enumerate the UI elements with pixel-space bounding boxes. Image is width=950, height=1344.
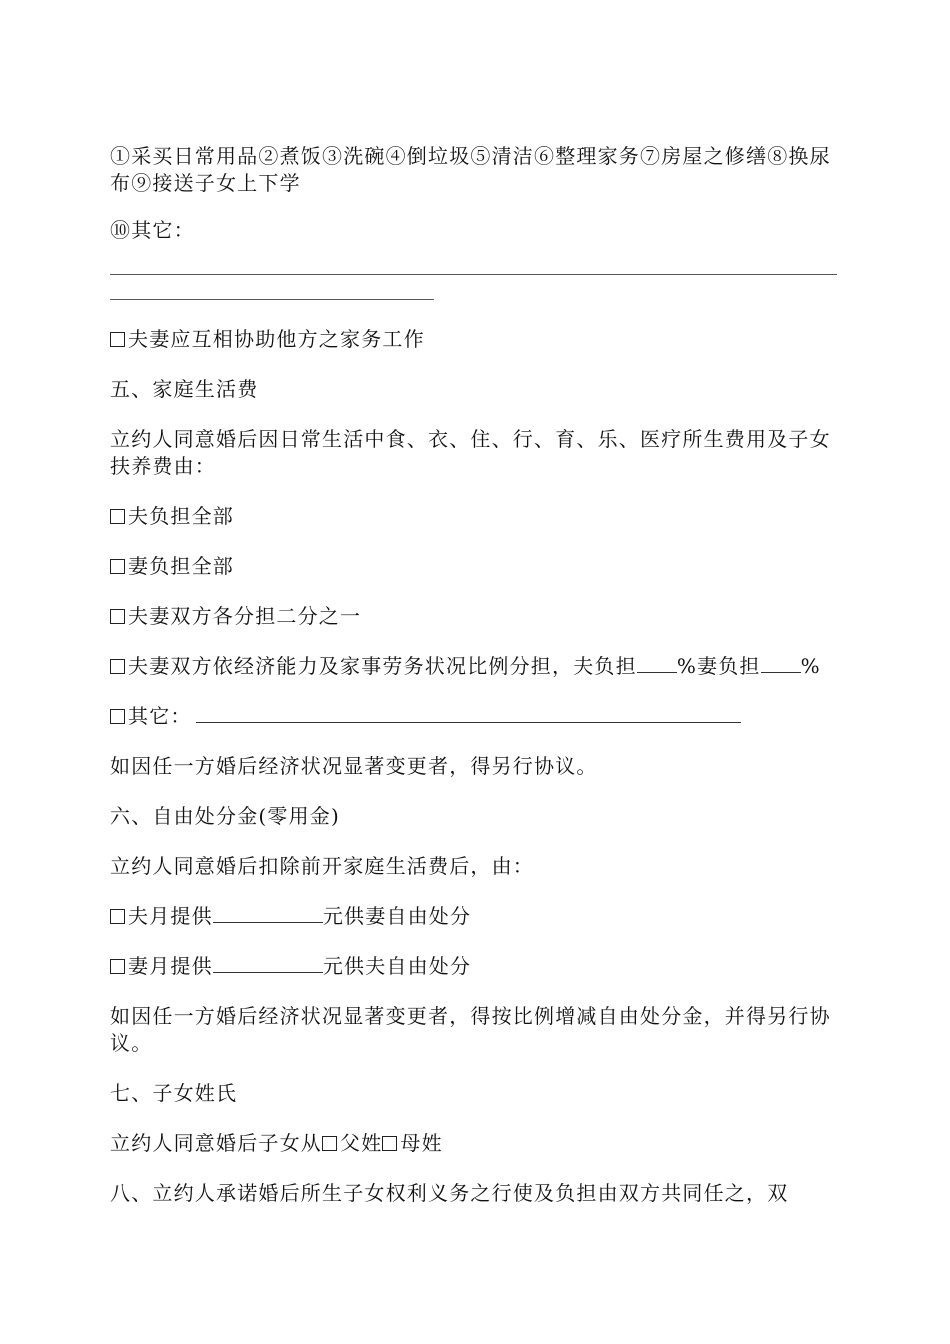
section-6-heading: 六、自由处分金(零用金) [110,804,341,828]
checkbox[interactable] [110,509,125,524]
section-5-option-half [110,603,845,630]
amount-blank[interactable] [213,954,323,973]
checkbox-mother[interactable] [382,1136,397,1151]
option-label: 妻负担全部 [128,554,234,578]
help-option-label: 夫妻应互相协助他方之家务工作 [128,327,425,351]
father-surname-label: 父姓 [340,1131,383,1155]
chores-other-label: ⑩其它： [110,218,195,242]
checkbox[interactable] [110,559,125,574]
checkbox[interactable] [110,909,125,924]
checkbox[interactable] [110,609,125,624]
section-5-option-husband [110,503,845,530]
mother-surname-label: 母姓 [400,1131,443,1155]
ratio-suffix: % [800,654,821,678]
other-label: 其它： [128,704,192,728]
ratio-middle: %妻负担 [676,654,761,678]
section-6-option-husband [110,903,845,930]
amount-blank[interactable] [213,904,323,923]
option-suffix: 元供夫自由处分 [322,954,472,978]
section-5-intro: 立约人同意婚后因日常生活中食、衣、住、行、育、乐、医疗所生费用及子女扶养费由： [110,427,831,478]
section-7-heading: 七、子女姓氏 [110,1081,238,1105]
section-8-text: 八、立约人承诺婚后所生子女权利义务之行使及负担由双方共同任之，双 [110,1181,789,1205]
section-7-intro [110,1130,845,1157]
blank-line-full [110,274,837,275]
blank-line-short [110,299,434,300]
checkbox[interactable] [110,959,125,974]
checkbox[interactable] [110,659,125,674]
section-6-option-wife [110,953,845,980]
option-prefix: 夫月提供 [128,904,213,928]
option-label: 夫负担全部 [128,504,234,528]
section-5-option-other [110,703,845,730]
surname-intro: 立约人同意婚后子女从 [110,1131,322,1155]
ratio-prefix: 夫妻双方依经济能力及家事劳务状况比例分担，夫负担 [128,654,637,678]
other-blank[interactable] [196,704,741,723]
checkbox[interactable] [110,709,125,724]
option-prefix: 妻月提供 [128,954,213,978]
checkbox-father[interactable] [322,1136,337,1151]
option-suffix: 元供妻自由处分 [322,904,472,928]
option-label: 夫妻双方各分担二分之一 [128,604,362,628]
husband-percent-blank[interactable] [637,654,677,673]
chores-list: ①采买日常用品②煮饭③洗碗④倒垃圾⑤清洁⑥整理家务⑦房屋之修缮⑧换尿布⑨接送子女上下学 [110,144,831,195]
section-6-note: 如因任一方婚后经济状况显著变更者，得按比例增减自由处分金，并得另行协议。 [110,1004,831,1055]
chores-other-blank[interactable] [110,274,845,300]
section-5-note: 如因任一方婚后经济状况显著变更者，得另行协议。 [110,754,598,778]
checkbox[interactable] [110,332,125,347]
section-5-heading: 五、家庭生活费 [110,377,259,401]
wife-percent-blank[interactable] [761,654,801,673]
section-5-option-wife [110,553,845,580]
document-page [110,143,845,1230]
section-5-option-ratio [110,653,845,680]
section-6-intro: 立约人同意婚后扣除前开家庭生活费后，由： [110,854,534,878]
help-option [110,326,845,353]
